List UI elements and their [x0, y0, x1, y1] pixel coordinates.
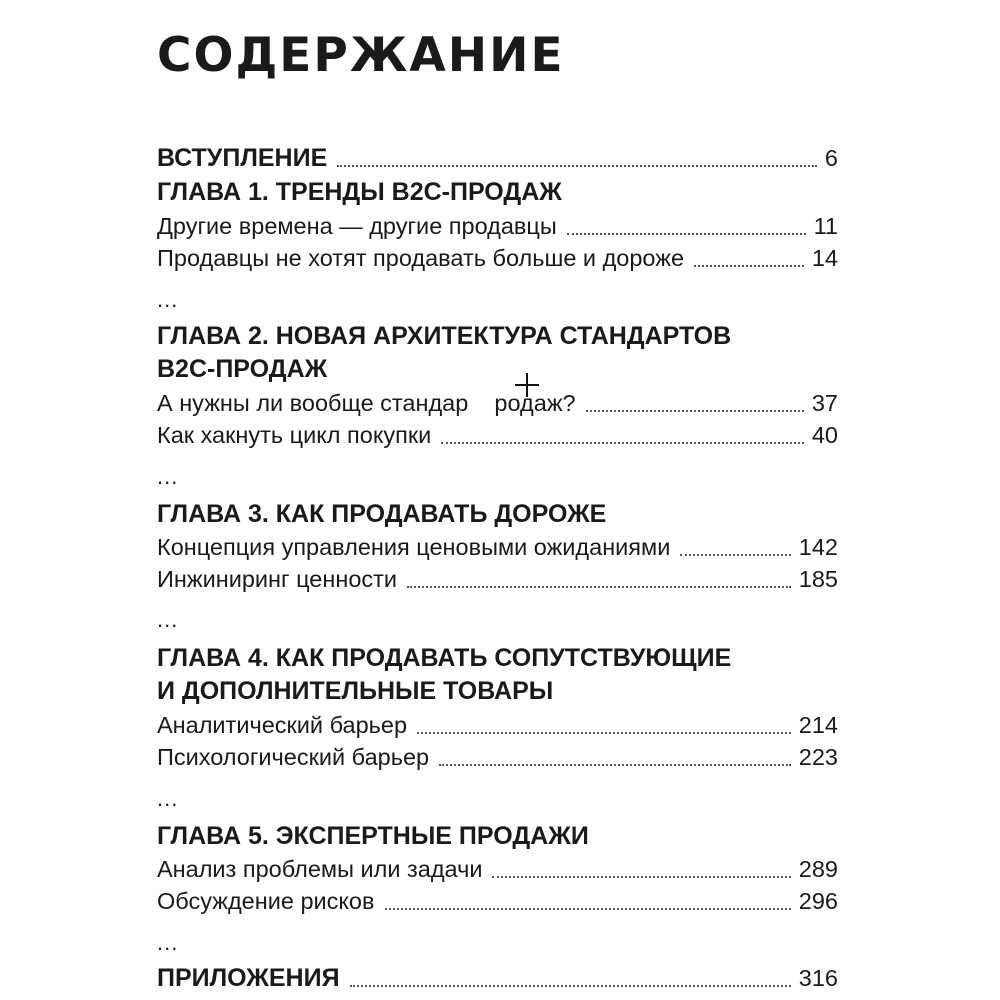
toc-page-number: 289	[798, 856, 838, 882]
toc-entry-label: Продавцы не хотят продавать больше и дороже	[157, 245, 685, 271]
dot-leader	[385, 908, 791, 910]
toc-entry-chapter1-section1[interactable]	[157, 210, 838, 242]
toc-entry-chapter5-section1[interactable]	[157, 853, 838, 885]
toc-entry-chapter3-section1[interactable]	[157, 531, 838, 563]
chapter-3-heading[interactable]: ГЛАВА 3. КАК ПРОДАВАТЬ ДОРОЖЕ	[157, 500, 607, 528]
toc-entry-chapter3-section2[interactable]	[157, 563, 838, 595]
toc-page-number: 223	[798, 744, 838, 770]
omitted-entries-ellipsis: ...	[157, 786, 179, 811]
toc-page-number: 296	[798, 888, 838, 914]
toc-entry-appendix[interactable]	[157, 962, 838, 994]
toc-entry-label: Инжиниринг ценности	[157, 566, 398, 592]
toc-page-number: 142	[798, 534, 838, 560]
dot-leader	[337, 165, 817, 167]
toc-entry-label: Аналитический барьер	[157, 712, 408, 738]
table-of-contents-page	[157, 0, 838, 1000]
toc-page-number: 316	[798, 965, 838, 991]
toc-entry-chapter5-section2[interactable]	[157, 885, 838, 917]
dot-leader	[350, 985, 791, 987]
dot-leader	[441, 442, 804, 444]
page-title: СОДЕРЖАНИЕ	[157, 28, 565, 83]
toc-entry-chapter1-section2[interactable]	[157, 242, 838, 274]
chapter-1-heading[interactable]: ГЛАВА 1. ТРЕНДЫ B2C-ПРОДАЖ	[157, 178, 562, 206]
dot-leader	[567, 233, 806, 235]
toc-entry-chapter2-section2[interactable]	[157, 419, 838, 451]
dot-leader	[680, 554, 790, 556]
chapter-2-heading-line2[interactable]: B2C-ПРОДАЖ	[157, 355, 328, 383]
toc-page-number: 6	[824, 145, 838, 171]
omitted-entries-ellipsis: ...	[157, 607, 179, 632]
toc-page-number: 214	[798, 712, 838, 738]
toc-entry-chapter4-section1[interactable]	[157, 709, 838, 741]
toc-entry-label: ПРИЛОЖЕНИЯ	[157, 964, 340, 992]
toc-entry-label: Другие времена — другие продавцы	[157, 213, 557, 239]
dot-leader	[694, 265, 804, 267]
dot-leader	[439, 764, 791, 766]
toc-entry-label: Анализ проблемы или задачи	[157, 856, 483, 882]
toc-entry-label: Психологический барьер	[157, 744, 430, 770]
dot-leader	[407, 586, 791, 588]
toc-entry-intro[interactable]	[157, 142, 838, 174]
omitted-entries-ellipsis: ...	[157, 287, 179, 312]
chapter-4-heading-line2[interactable]: И ДОПОЛНИТЕЛЬНЫЕ ТОВАРЫ	[157, 677, 554, 705]
omitted-entries-ellipsis: ...	[157, 464, 179, 489]
crosshair-icon	[514, 372, 540, 398]
toc-entry-label: ВСТУПЛЕНИЕ	[157, 144, 328, 172]
toc-page-number: 40	[811, 422, 838, 448]
chapter-2-heading-line1[interactable]: ГЛАВА 2. НОВАЯ АРХИТЕКТУРА СТАНДАРТОВ	[157, 322, 732, 350]
omitted-entries-ellipsis: ...	[157, 930, 179, 955]
toc-entry-chapter4-section2[interactable]	[157, 741, 838, 773]
toc-page-number: 37	[811, 390, 838, 416]
chapter-5-heading[interactable]: ГЛАВА 5. ЭКСПЕРТНЫЕ ПРОДАЖИ	[157, 822, 589, 850]
toc-page-number: 185	[798, 566, 838, 592]
toc-page-number: 14	[811, 245, 838, 271]
toc-page-number: 11	[813, 213, 838, 239]
toc-entry-chapter2-section1[interactable]	[157, 387, 838, 419]
dot-leader	[492, 876, 790, 878]
toc-entry-label: Концепция управления ценовыми ожиданиями	[157, 534, 671, 560]
chapter-4-heading-line1[interactable]: ГЛАВА 4. КАК ПРОДАВАТЬ СОПУТСТВУЮЩИЕ	[157, 644, 732, 672]
toc-entry-label: Как хакнуть цикл покупки	[157, 422, 432, 448]
dot-leader	[586, 410, 804, 412]
dot-leader	[417, 732, 791, 734]
toc-entry-label: Обсуждение рисков	[157, 888, 375, 914]
toc-entry-label: А нужны ли вообще стандар родаж?	[157, 390, 576, 416]
